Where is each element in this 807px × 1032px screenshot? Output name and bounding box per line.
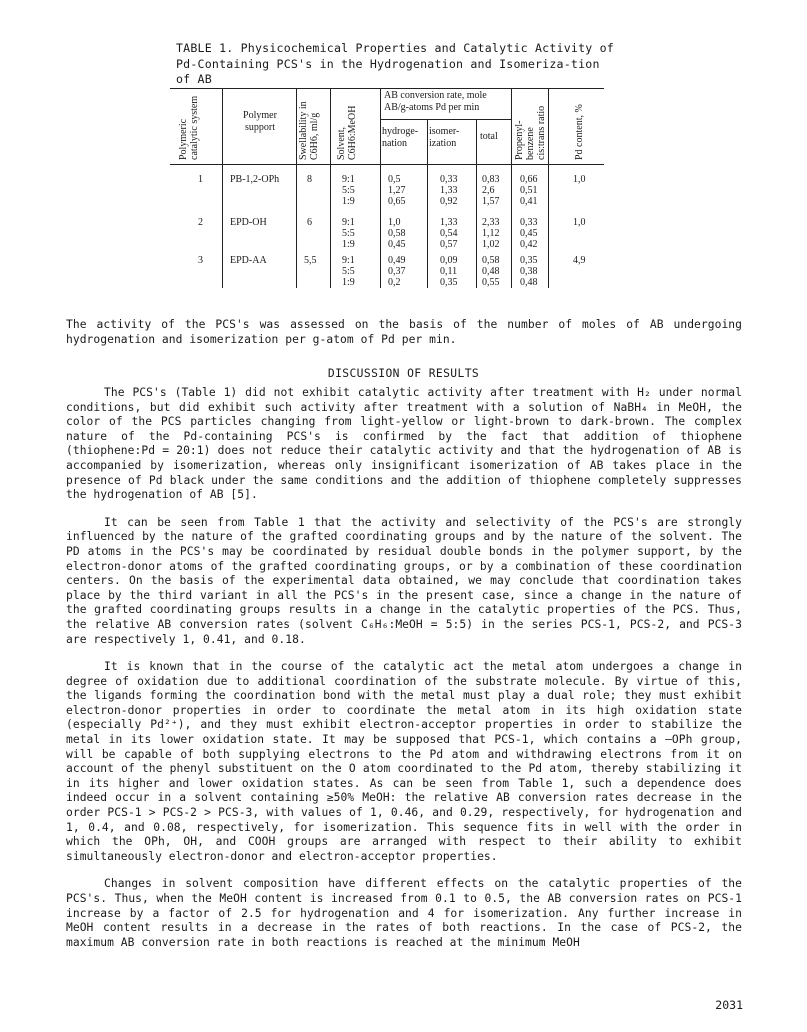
row3-isomer-c: 0,35 — [440, 277, 458, 288]
row3-hydro-a: 0,49 — [388, 255, 406, 266]
col-rule — [427, 119, 428, 288]
row3-ratio-c: 0,48 — [520, 277, 538, 288]
row2-isomer-c: 0,57 — [440, 239, 458, 250]
paragraph-4: Changes in solvent composition have different effects on the catalytic properties of the PCS's. Thus, when the MeOH content is increased from 0.1 to 0.5, the AB conversion rates on PCS-1 increase by a factor of 2.5 for hydrogenation and 4 for isomerization. Any further increase in MeOH content results in a decrease in the rates of both reactions. In the case of PCS-2, the maximum AB conversion rate in both reactions is reached at the minimum MeOH — [66, 877, 742, 949]
row1-hydro-b: 1,27 — [388, 185, 406, 196]
row1-solvent-a: 9:1 — [342, 174, 355, 185]
row2-support: EPD-OH — [230, 217, 267, 228]
header-isomerization: isomer-ization — [429, 126, 460, 149]
row2-ratio-b: 0,45 — [520, 228, 538, 239]
row3-pd: 4,9 — [573, 255, 586, 266]
row2-total-b: 1,12 — [482, 228, 500, 239]
row2-system: 2 — [198, 217, 203, 228]
row2-ratio-a: 0,33 — [520, 217, 538, 228]
row2-solvent-c: 1:9 — [342, 239, 355, 250]
row1-isomer-c: 0,92 — [440, 196, 458, 207]
table-caption: TABLE 1. Physicochemical Properties and Catalytic Activity of Pd-Containing PCS's in the Hydrogenation and Isomeriza-tion of AB — [176, 41, 614, 86]
row2-hydro-a: 1,0 — [388, 217, 401, 228]
row2-isomer-b: 0,54 — [440, 228, 458, 239]
header-system: Polymeric catalytic system — [178, 95, 200, 160]
properties-table — [170, 88, 604, 288]
header-hydrogenation: hydroge-nation — [382, 126, 419, 149]
col-rule — [296, 88, 297, 288]
row1-system: 1 — [198, 174, 203, 185]
row3-system: 3 — [198, 255, 203, 266]
row3-hydro-c: 0,2 — [388, 277, 401, 288]
row3-hydro-b: 0,37 — [388, 266, 406, 277]
page-number: 2031 — [715, 998, 743, 1012]
row1-hydro-c: 0,65 — [388, 196, 406, 207]
row1-isomer-b: 1,33 — [440, 185, 458, 196]
row1-swell: 8 — [307, 174, 312, 185]
row1-total-a: 0,83 — [482, 174, 500, 185]
row1-isomer-a: 0,33 — [440, 174, 458, 185]
row1-total-b: 2,6 — [482, 185, 495, 196]
row1-pd: 1,0 — [573, 174, 586, 185]
row1-solvent-c: 1:9 — [342, 196, 355, 207]
col-rule — [511, 88, 512, 288]
row3-solvent-b: 5:5 — [342, 266, 355, 277]
header-support: Polymer support — [243, 110, 277, 133]
discussion-body — [66, 386, 742, 950]
header-solvent: Solvent, C6H6:MeOH — [336, 105, 358, 160]
header-conversion: AB conversion rate, mole AB/g-atoms Pd per min — [384, 90, 487, 113]
row1-ratio-a: 0,66 — [520, 174, 538, 185]
row3-isomer-b: 0,11 — [440, 266, 458, 277]
row3-swell: 5,5 — [304, 255, 317, 266]
row2-hydro-c: 0,45 — [388, 239, 406, 250]
header-swellability: Swellability in C6H6, ml/g — [298, 101, 320, 160]
paragraph-3: It is known that in the course of the catalytic act the metal atom undergoes a change in degree of oxidation due to additional coordination of the substrate molecule. By virtue of this, the ligands forming the coordination bond with the metal must play a dual role; they must exhibit electron-donor properties in order to coordinate the metal atom in its high oxidation state (especially Pd²⁺), and they must exhibit electron-acceptor properties in order to stabilize the metal in its lower oxidation state. It may be supposed that PCS-1, which contains a —OPh group, will be capable of both supplying electrons to the Pd atom and withdrawing electrons from it on account of the phenyl substituent on the O atom coordinated to the Pd atom, thereby stabilizing it in its higher and lower oxidation states. As can be seen from Table 1, such a dependence does indeed occur in a solvent containing ≥50% MeOH: the relative AB conversion rates decrease in the order PCS-1 > PCS-2 > PCS-3, with values of 1, 0.46, and 0.29, respectively, for hydrogenation and 1, 0.4, and 0.08, respectively, for isomerization. This sequence fits in well with the order in which the OPh, OH, and COOH groups are arranged with respect to their ability to exhibit simultaneously electron-donor and electron-acceptor properties. — [66, 660, 742, 863]
col-rule — [330, 88, 331, 288]
row2-hydro-b: 0,58 — [388, 228, 406, 239]
row3-support: EPD-AA — [230, 255, 267, 266]
table-top-rule — [170, 88, 604, 89]
conversion-subrule — [380, 119, 511, 120]
row1-total-c: 1,57 — [482, 196, 500, 207]
row3-solvent-a: 9:1 — [342, 255, 355, 266]
row1-solvent-b: 5:5 — [342, 185, 355, 196]
col-rule — [548, 88, 549, 288]
row2-total-c: 1,02 — [482, 239, 500, 250]
row2-isomer-a: 1,33 — [440, 217, 458, 228]
table-head-rule — [170, 164, 604, 165]
paragraph-2: It can be seen from Table 1 that the activity and selectivity of the PCS's are strongly influenced by the nature of the grafted coordinating groups and by the nature of the solvent. The PD atoms in the PCS's may be coordinated by residual double bonds in the polymer support, by the electron-donor atoms of the grafted coordinating groups, or by a combination of these coordination centers. On the basis of the experimental data obtained, we may conclude that coordination takes place by the third variant in all the PCS's in the present case, since a change in the nature of the grafted coordinating groups results in a change in the catalytic properties of the PCS. Thus, the relative AB conversion rates (solvent C₆H₆:MeOH = 5:5) in the series PCS-1, PCS-2, and PCS-3 are respectively 1, 0.41, and 0.18. — [66, 515, 742, 646]
header-cis-trans-ratio: Propenyl-benzene cis:trans ratio — [514, 105, 547, 160]
row3-total-b: 0,48 — [482, 266, 500, 277]
row1-support: PB-1,2-OPh — [230, 174, 280, 185]
row1-hydro-a: 0,5 — [388, 174, 401, 185]
row3-ratio-a: 0,35 — [520, 255, 538, 266]
intro-paragraph: The activity of the PCS's was assessed on the basis of the number of moles of AB undergoing hydrogenation and isomerization per g-atom of Pd per min. — [66, 318, 742, 346]
col-rule — [476, 119, 477, 288]
row1-ratio-c: 0,41 — [520, 196, 538, 207]
row2-solvent-a: 9:1 — [342, 217, 355, 228]
header-pd-content: Pd content, % — [574, 104, 585, 160]
row3-total-c: 0,55 — [482, 277, 500, 288]
paragraph-1: The PCS's (Table 1) did not exhibit catalytic activity after treatment with H₂ under normal conditions, but did exhibit such activity after treatment with a solution of NaBH₄ in MeOH, the color of the PCS particles changing from light-yellow or light-brown to dark-brown. The complex nature of the Pd-containing PCS's is confirmed by the fact that addition of thiophene (thiophene:Pd = 20:1) does not reduce their catalytic activity and that the hydrogenation of AB is accompanied by isomerization, whereas only insignificant isomerization of AB takes place in the presence of Pd black under the same conditions and the addition of thiophene completely suppresses the hydrogenation of AB [5]. — [66, 386, 742, 502]
col-rule — [222, 88, 223, 288]
row3-ratio-b: 0,38 — [520, 266, 538, 277]
row1-ratio-b: 0,51 — [520, 185, 538, 196]
row2-ratio-c: 0,42 — [520, 239, 538, 250]
row3-solvent-c: 1:9 — [342, 277, 355, 288]
row2-total-a: 2,33 — [482, 217, 500, 228]
section-heading: DISCUSSION OF RESULTS — [327, 367, 480, 380]
row2-pd: 1,0 — [573, 217, 586, 228]
row3-total-a: 0,58 — [482, 255, 500, 266]
col-rule — [380, 88, 381, 288]
row2-solvent-b: 5:5 — [342, 228, 355, 239]
row2-swell: 6 — [307, 217, 312, 228]
row3-isomer-a: 0,09 — [440, 255, 458, 266]
header-total: total — [480, 131, 498, 142]
